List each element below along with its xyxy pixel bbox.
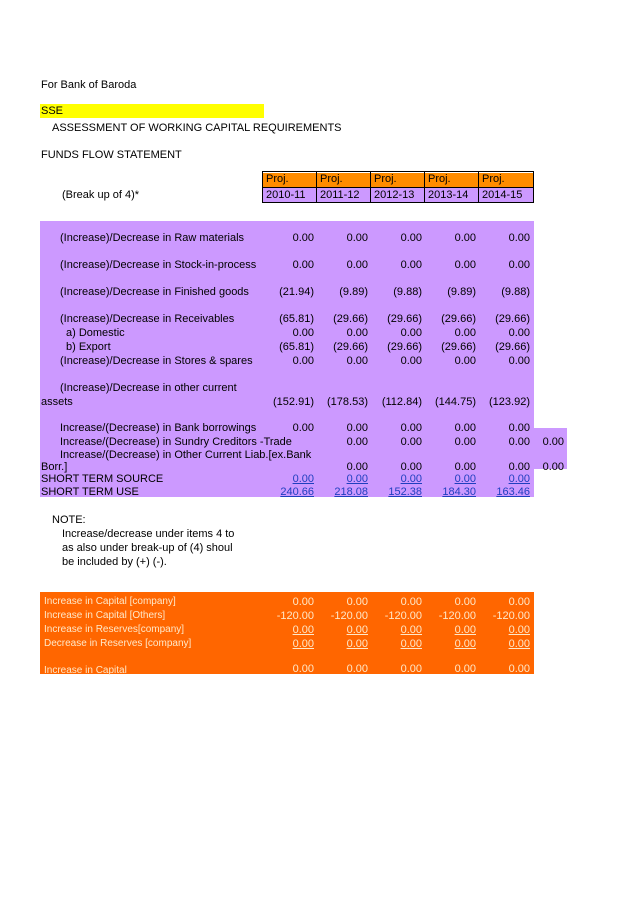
capital-row-value: 0.00 (292, 663, 314, 675)
row-value: 0.00 (346, 422, 368, 434)
capital-row-value: 0.00 (508, 663, 530, 675)
column-header-top-5: Proj. (478, 171, 534, 188)
row-value: 0.00 (454, 355, 476, 367)
short-term-source-value[interactable]: 0.00 (508, 473, 530, 485)
column-header-year-3: 2012-13 (370, 187, 425, 203)
row-value: (123.92) (489, 396, 530, 408)
row-label-other-current-line1: (Increase)/Decrease in other current (60, 382, 237, 394)
row-value: 0.00 (454, 327, 476, 339)
row-label-stores-spares: (Increase)/Decrease in Stores & spares (60, 355, 253, 367)
row-value: 0.00 (346, 327, 368, 339)
capital-row-label: Increase in Capital (44, 665, 127, 676)
row-value: (178.53) (327, 396, 368, 408)
company-name: SSE (41, 105, 64, 117)
short-term-use-label: SHORT TERM USE (41, 486, 139, 498)
row-value: (29.66) (495, 341, 530, 353)
column-header-top-4: Proj. (424, 171, 479, 188)
capital-row-label: Increase in Capital [Others] (44, 610, 166, 621)
row-value: (29.66) (333, 341, 368, 353)
row-value: 0.00 (346, 355, 368, 367)
short-term-use-value[interactable]: 240.66 (280, 486, 314, 498)
row-value: 0.00 (508, 327, 530, 339)
column-header-year-1: 2010-11 (262, 187, 317, 203)
short-term-source-value[interactable]: 0.00 (346, 473, 368, 485)
row-value: 0.00 (400, 355, 422, 367)
capital-row-value: -120.00 (384, 610, 422, 622)
capital-row-value: 0.00 (292, 596, 314, 608)
row-value: (21.94) (279, 286, 314, 298)
row-value: 0.00 (454, 422, 476, 434)
row-value: 0.00 (400, 232, 422, 244)
row-value: (65.81) (279, 341, 314, 353)
row-value: (29.66) (333, 313, 368, 325)
row-label-other-liab-line1: Increase/(Decrease) in Other Current Liab.[ex.Bank (60, 449, 312, 461)
row-value: (65.81) (279, 313, 314, 325)
capital-row-label: Increase in Capital [company] (44, 596, 176, 607)
row-value: 0.00 (292, 355, 314, 367)
row-value: (29.66) (387, 313, 422, 325)
capital-row-value: -120.00 (492, 610, 530, 622)
short-term-use-value[interactable]: 152.38 (388, 486, 422, 498)
row-value: 0.00 (346, 461, 368, 473)
capital-row-value: 0.00 (454, 624, 476, 636)
note-line: Increase/decrease under items 4 to (62, 528, 235, 540)
row-value: 0.00 (292, 259, 314, 271)
row-value: (112.84) (381, 396, 422, 408)
row-label-raw-materials: (Increase)/Decrease in Raw materials (60, 232, 245, 244)
row-value: 0.00 (400, 327, 422, 339)
row-value: 0.00 (454, 232, 476, 244)
row-value: 0.00 (292, 327, 314, 339)
row-label-receivables: (Increase)/Decrease in Receivables (60, 313, 235, 325)
row-value: 0.00 (346, 436, 368, 448)
capital-row-value: 0.00 (454, 638, 476, 650)
row-value: 0.00 (400, 422, 422, 434)
row-value: 0.00 (292, 232, 314, 244)
company-highlight (40, 104, 264, 118)
row-value: (29.66) (387, 341, 422, 353)
statement-title: FUNDS FLOW STATEMENT (41, 149, 182, 161)
row-value: 0.00 (454, 436, 476, 448)
short-term-use-value[interactable]: 163.46 (496, 486, 530, 498)
short-term-use-value[interactable]: 218.08 (334, 486, 368, 498)
capital-row-value: 0.00 (400, 624, 422, 636)
row-value: (29.66) (441, 341, 476, 353)
row-value: 0.00 (508, 355, 530, 367)
row-label-stock-in-process: (Increase)/Decrease in Stock-in-process (60, 259, 257, 271)
column-header-top-1: Proj. (262, 171, 317, 188)
row-value: (29.66) (441, 313, 476, 325)
row-label-other-current-line2: assets (41, 396, 73, 408)
row-value: (29.66) (495, 313, 530, 325)
capital-row-label: Decrease in Reserves [company] (44, 638, 192, 649)
row-value: 0.00 (292, 422, 314, 434)
capital-row-value: 0.00 (346, 624, 368, 636)
row-value: 0.00 (508, 259, 530, 271)
row-value-extra: 0.00 (542, 436, 564, 448)
short-term-use-value[interactable]: 184.30 (442, 486, 476, 498)
row-value: (144.75) (435, 396, 476, 408)
row-value: (9.88) (393, 286, 422, 298)
bank-name: For Bank of Baroda (41, 79, 137, 91)
column-header-year-5: 2014-15 (478, 187, 534, 203)
row-value: 0.00 (400, 259, 422, 271)
row-value: 0.00 (400, 461, 422, 473)
row-value: 0.00 (508, 232, 530, 244)
row-value: (9.88) (501, 286, 530, 298)
capital-row-value: 0.00 (346, 663, 368, 675)
row-value: 0.00 (454, 461, 476, 473)
row-value: (9.89) (447, 286, 476, 298)
row-label-finished-goods: (Increase)/Decrease in Finished goods (60, 286, 249, 298)
capital-row-value: -120.00 (330, 610, 368, 622)
row-label-domestic: a) Domestic (66, 327, 125, 339)
capital-row-value: 0.00 (400, 663, 422, 675)
capital-row-value: 0.00 (400, 596, 422, 608)
row-value: 0.00 (346, 232, 368, 244)
capital-row-label: Increase in Reserves[company] (44, 624, 185, 635)
row-value: 0.00 (508, 436, 530, 448)
column-header-year-4: 2013-14 (424, 187, 479, 203)
row-value: 0.00 (508, 422, 530, 434)
note-title: NOTE: (52, 514, 86, 526)
capital-row-value: 0.00 (454, 596, 476, 608)
column-header-year-2: 2011-12 (316, 187, 371, 203)
capital-row-value: 0.00 (508, 638, 530, 650)
capital-row-value: 0.00 (346, 638, 368, 650)
breakup-label: (Break up of 4)* (62, 189, 140, 201)
column-header-top-3: Proj. (370, 171, 425, 188)
capital-row-value: 0.00 (508, 596, 530, 608)
capital-row-value: -120.00 (438, 610, 476, 622)
row-value-extra: 0.00 (542, 461, 564, 473)
note-line: as also under break-up of (4) shoul (62, 542, 233, 554)
row-value: 0.00 (400, 436, 422, 448)
row-value: 0.00 (508, 461, 530, 473)
capital-row-value: 0.00 (400, 638, 422, 650)
row-value: (9.89) (339, 286, 368, 298)
capital-row-value: 0.00 (292, 624, 314, 636)
row-label-export: b) Export (66, 341, 111, 353)
short-term-source-value[interactable]: 0.00 (292, 473, 314, 485)
row-label-bank-borrowings: Increase/(Decrease) in Bank borrowings (60, 422, 257, 434)
short-term-source-label: SHORT TERM SOURCE (41, 473, 164, 485)
row-value: (152.91) (273, 396, 314, 408)
row-label-sundry-creditors: Increase/(Decrease) in Sundry Creditors -Trade (60, 436, 292, 448)
row-value: 0.00 (346, 259, 368, 271)
capital-row-value: 0.00 (292, 638, 314, 650)
note-line: be included by (+) (-). (62, 556, 167, 568)
row-label-other-liab-line2: Borr.] (41, 461, 68, 473)
assessment-title: ASSESSMENT OF WORKING CAPITAL REQUIREMENTS (52, 122, 342, 134)
short-term-source-value[interactable]: 0.00 (400, 473, 422, 485)
column-header-top-2: Proj. (316, 171, 371, 188)
capital-row-value: -120.00 (276, 610, 314, 622)
row-value: 0.00 (454, 259, 476, 271)
capital-row-value: 0.00 (508, 624, 530, 636)
capital-row-value: 0.00 (346, 596, 368, 608)
capital-row-value: 0.00 (454, 663, 476, 675)
short-term-source-value[interactable]: 0.00 (454, 473, 476, 485)
